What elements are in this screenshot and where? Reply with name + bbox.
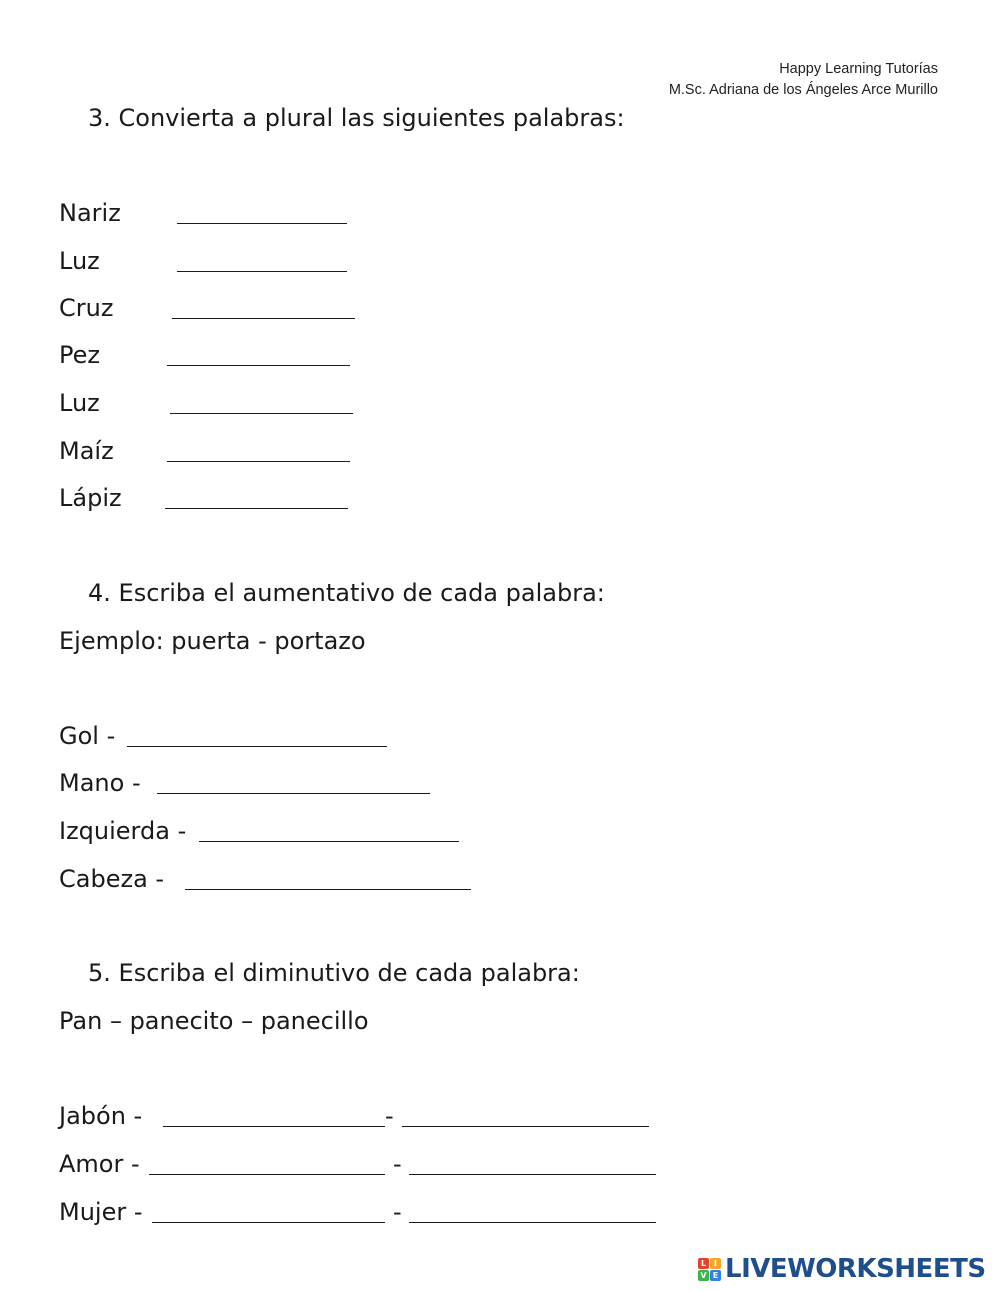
- logo-letter: L: [698, 1258, 709, 1269]
- section-4-heading: 4. Escriba el aumentativo de cada palabra:: [88, 579, 605, 607]
- plural-word: Nariz: [59, 199, 121, 227]
- section-4-example: Ejemplo: puerta - portazo: [59, 627, 366, 655]
- answer-blank[interactable]: [177, 223, 347, 224]
- answer-blank[interactable]: [167, 365, 350, 366]
- answer-blank[interactable]: [167, 461, 350, 462]
- augmentative-word: Izquierda -: [59, 817, 187, 845]
- answer-blank[interactable]: [402, 1126, 649, 1127]
- answer-blank[interactable]: [149, 1174, 385, 1175]
- answer-blank[interactable]: [165, 508, 348, 509]
- augmentative-word: Cabeza -: [59, 865, 165, 893]
- diminutive-word: Mujer -: [59, 1198, 143, 1226]
- plural-word: Pez: [59, 341, 100, 369]
- section-5-heading: 5. Escriba el diminutivo de cada palabra:: [88, 959, 580, 987]
- plural-word: Luz: [59, 247, 100, 275]
- answer-blank[interactable]: [152, 1222, 385, 1223]
- logo-icon: [698, 1258, 721, 1281]
- answer-blank[interactable]: [172, 318, 355, 319]
- logo-letter: E: [710, 1270, 721, 1281]
- logo-text: LIVEWORKSHEETS: [725, 1254, 986, 1284]
- plural-word: Lápiz: [59, 484, 122, 512]
- liveworksheets-logo: [698, 1252, 986, 1286]
- answer-blank[interactable]: [163, 1126, 385, 1127]
- answer-blank[interactable]: [170, 413, 353, 414]
- answer-blank[interactable]: [185, 889, 471, 890]
- diminutive-word: Jabón -: [59, 1102, 143, 1130]
- logo-letter: I: [710, 1258, 721, 1269]
- section-5-example: Pan – panecito – panecillo: [59, 1007, 369, 1035]
- diminutive-word: Amor -: [59, 1150, 140, 1178]
- section-3-heading: 3. Convierta a plural las siguientes palabras:: [88, 104, 625, 132]
- answer-blank[interactable]: [157, 793, 430, 794]
- answer-blank[interactable]: [409, 1222, 656, 1223]
- plural-word: Luz: [59, 389, 100, 417]
- logo-letter: V: [698, 1270, 709, 1281]
- separator-dash: -: [393, 1150, 402, 1178]
- answer-blank[interactable]: [199, 841, 459, 842]
- header-institution: Happy Learning Tutorías: [779, 61, 938, 77]
- augmentative-word: Gol -: [59, 722, 116, 750]
- header-author: M.Sc. Adriana de los Ángeles Arce Murillo: [668, 82, 938, 98]
- separator-dash: -: [385, 1102, 394, 1130]
- plural-word: Maíz: [59, 437, 114, 465]
- answer-blank[interactable]: [409, 1174, 656, 1175]
- plural-word: Cruz: [59, 294, 114, 322]
- answer-blank[interactable]: [177, 271, 347, 272]
- answer-blank[interactable]: [127, 746, 387, 747]
- document-header: [669, 59, 938, 101]
- separator-dash: -: [393, 1198, 402, 1226]
- augmentative-word: Mano -: [59, 769, 141, 797]
